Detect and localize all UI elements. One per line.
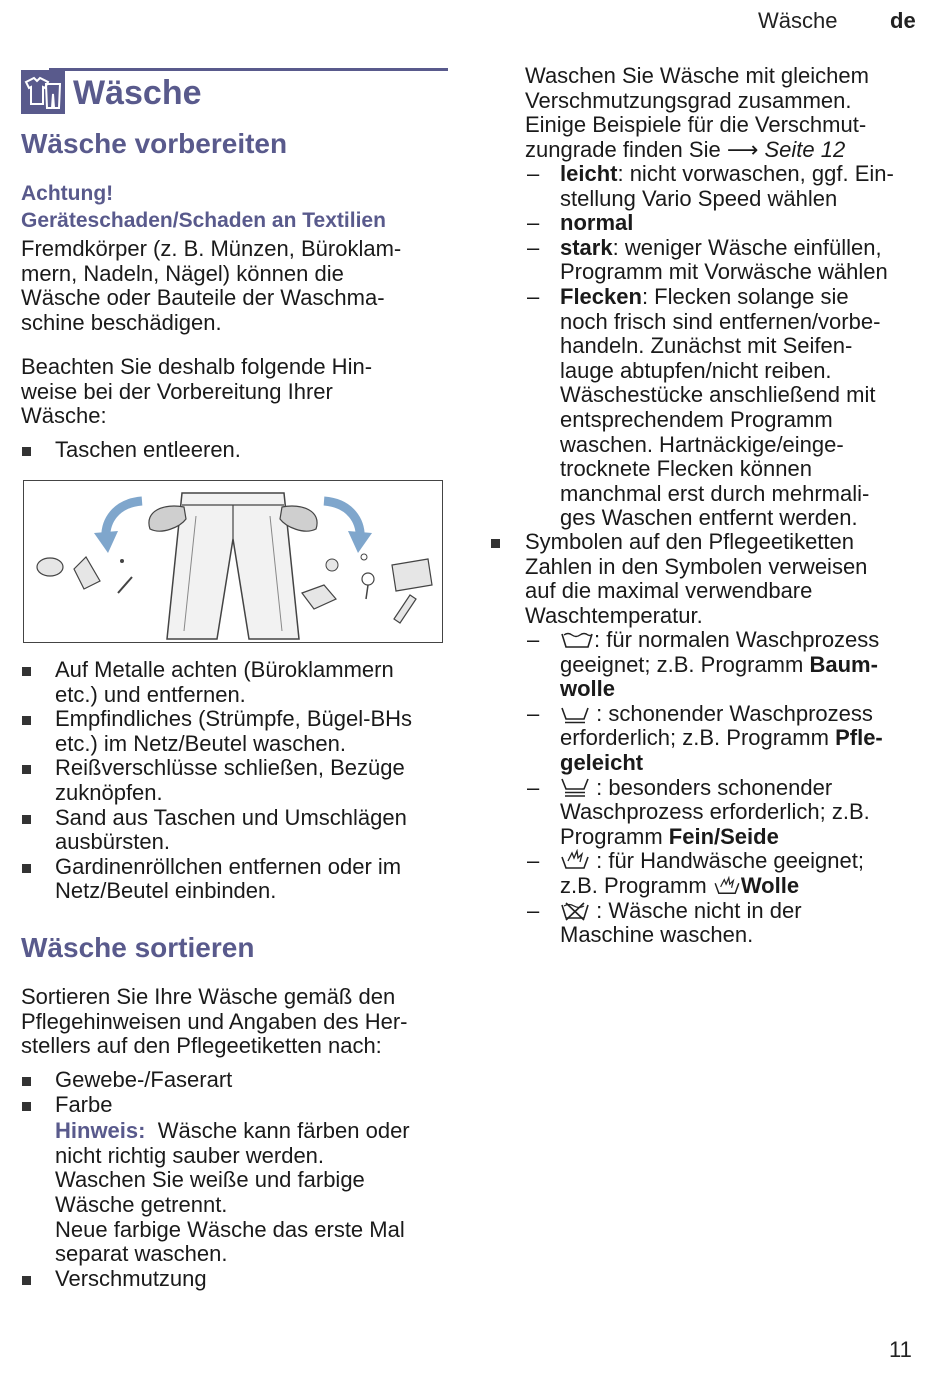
- sort-intro: [21, 985, 449, 1059]
- note-line: nicht richtig sauber werden.: [55, 1142, 325, 1168]
- list-item-heavy: – stark: weniger Wäsche einfüllen, Programm mit Vorwäsche wählen: [527, 234, 888, 285]
- warning-title: Achtung!: [21, 182, 114, 205]
- hand-wash-icon: [560, 849, 590, 871]
- list-item: Sand aus Taschen und Umschlägen ausbürsten.: [21, 806, 449, 855]
- list-item: – : schonender Waschprozess erforderlich; z.B. Programm Pfle- geleicht: [527, 700, 883, 775]
- text-line: stellers auf den Pflegeetiketten nach:: [21, 1033, 382, 1059]
- bullet-square: [22, 667, 31, 676]
- header-language: de: [890, 8, 916, 33]
- text-line: Wäsche oder Bauteile der Waschma-: [21, 285, 385, 311]
- header-section: Wäsche: [758, 8, 838, 33]
- list-item-normal: – normal: [527, 210, 634, 236]
- do-not-wash-icon: [560, 901, 590, 921]
- list-item: Reißverschlüsse schließen, Bezüge zuknöpfen.: [21, 756, 449, 805]
- soil-level-list: [525, 162, 930, 531]
- text-line: Beachten Sie deshalb folgende Hin-: [21, 354, 373, 379]
- bullet-square: [22, 447, 31, 456]
- text-line: Pflegehinweisen und Angaben des Her-: [21, 1008, 408, 1034]
- warning-text: [21, 237, 449, 335]
- list-item: Symbolen auf den Pflegeetiketten Zahlen in den Symbolen verweisen auf die maximal verwendbare Waschtemperatur.: [490, 530, 930, 628]
- wash-tub-gentle-icon: [560, 704, 590, 724]
- chapter-rule: [49, 68, 448, 71]
- wash-tub-very-gentle-icon: [560, 776, 590, 798]
- chapter-title: Wäsche: [73, 74, 202, 112]
- list-item: – : für normalen Waschprozess geeignet; z.B. Programm Baum- wolle: [527, 627, 880, 702]
- page-reference-link[interactable]: Seite 12: [764, 136, 846, 162]
- text-line: Einige Beispiele für die Verschmut-: [525, 112, 867, 138]
- laundry-chapter-icon: [21, 70, 65, 114]
- text-line: Waschen Sie Wäsche mit gleichem: [525, 63, 869, 88]
- care-symbols-item: [490, 530, 930, 628]
- note-label: Hinweis:: [55, 1118, 146, 1144]
- bullet-square: [22, 765, 31, 774]
- bullet-square: [22, 1102, 31, 1111]
- list-item: Empfindliches (Strümpfe, Bügel-BHs etc.) im Netz/Beutel waschen.: [21, 707, 449, 756]
- bullet-square: [22, 1077, 31, 1086]
- note-line: Waschen Sie weiße und farbige: [55, 1167, 365, 1193]
- page-reference: zungrade finden Sie ⟶ Seite 12: [525, 136, 846, 162]
- list-item: Verschmutzung: [21, 1267, 449, 1292]
- list-item-stains: – Flecken: Flecken solange sie noch frisch sind entfernen/vorbe- handeln. Zunächst mit Seifen- lauge abtupfen/nicht reiben. Wäschestücke anschließend mit entsprechendem Programm waschen. Hartnäckige/einge- trocknete Flecken können manchmal erst durch mehrmali- ges Waschen entfernt werden.: [527, 283, 881, 531]
- note-line: Wäsche getrennt.: [55, 1191, 228, 1217]
- prepare-intro: [21, 355, 449, 429]
- list-item: – : Wäsche nicht in der Maschine waschen.: [527, 897, 802, 948]
- bullet-square: [22, 815, 31, 824]
- care-symbol-list: [525, 628, 930, 948]
- bullet-square: [491, 539, 500, 548]
- right-intro: [525, 64, 930, 162]
- note-line: Neue farbige Wäsche das erste Mal: [55, 1216, 405, 1242]
- list-item-light: – leicht: nicht vorwaschen, ggf. Ein- stellung Vario Speed wählen: [527, 161, 894, 211]
- wash-tub-normal-icon: [560, 630, 594, 650]
- text-line: Verschmutzungsgrad zusammen.: [525, 87, 852, 113]
- section-heading-sort: Wäsche sortieren: [21, 932, 255, 963]
- bullet-square: [22, 1276, 31, 1285]
- list-item: Farbe Hinweis: Wäsche kann färben oder nicht richtig sauber werden. Waschen Sie weiße und farbige Wäsche getrennt. Neue farbige Wäsche das erste Mal separat waschen.: [21, 1093, 449, 1267]
- text-line: Sortieren Sie Ihre Wäsche gemäß den: [21, 984, 396, 1009]
- prepare-list-first: [21, 438, 449, 463]
- page-number: 11: [889, 1337, 912, 1362]
- hand-wash-icon: [713, 876, 741, 896]
- bullet-square: [22, 716, 31, 725]
- warning-subtitle: Geräteschaden/Schaden an Textilien: [21, 209, 386, 232]
- note-first-line: Hinweis: Wäsche kann färben oder: [55, 1118, 410, 1144]
- bullet-square: [22, 864, 31, 873]
- arrow-right-icon: ⟶: [726, 136, 759, 162]
- list-item: Gardinenröllchen entfernen oder im Netz/Beutel einbinden.: [21, 855, 449, 904]
- list-item: Taschen entleeren.: [21, 438, 449, 463]
- section-heading-prepare: Wäsche vorbereiten: [21, 128, 288, 159]
- sort-list: [21, 1068, 449, 1291]
- text-line: Fremdkörper (z. B. Münzen, Büroklam-: [21, 236, 402, 261]
- text-line: schine beschädigen.: [21, 309, 222, 335]
- text-line: Wäsche:: [21, 403, 107, 429]
- text-line: mern, Nadeln, Nägel) können die: [21, 260, 344, 286]
- note-line: separat waschen.: [55, 1241, 228, 1267]
- prepare-list: [21, 658, 449, 904]
- list-item: – : für Handwäsche geeignet; z.B. Programm Wolle: [527, 848, 864, 898]
- empty-pockets-illustration: [23, 480, 443, 643]
- list-item: Auf Metalle achten (Büroklammern etc.) und entfernen.: [21, 658, 449, 707]
- list-item: – : besonders schonender Waschprozess erforderlich; z.B. Programm Fein/Seide: [527, 774, 870, 849]
- list-item: Gewebe-/Faserart: [21, 1068, 449, 1093]
- text-line: weise bei der Vorbereitung Ihrer: [21, 378, 333, 404]
